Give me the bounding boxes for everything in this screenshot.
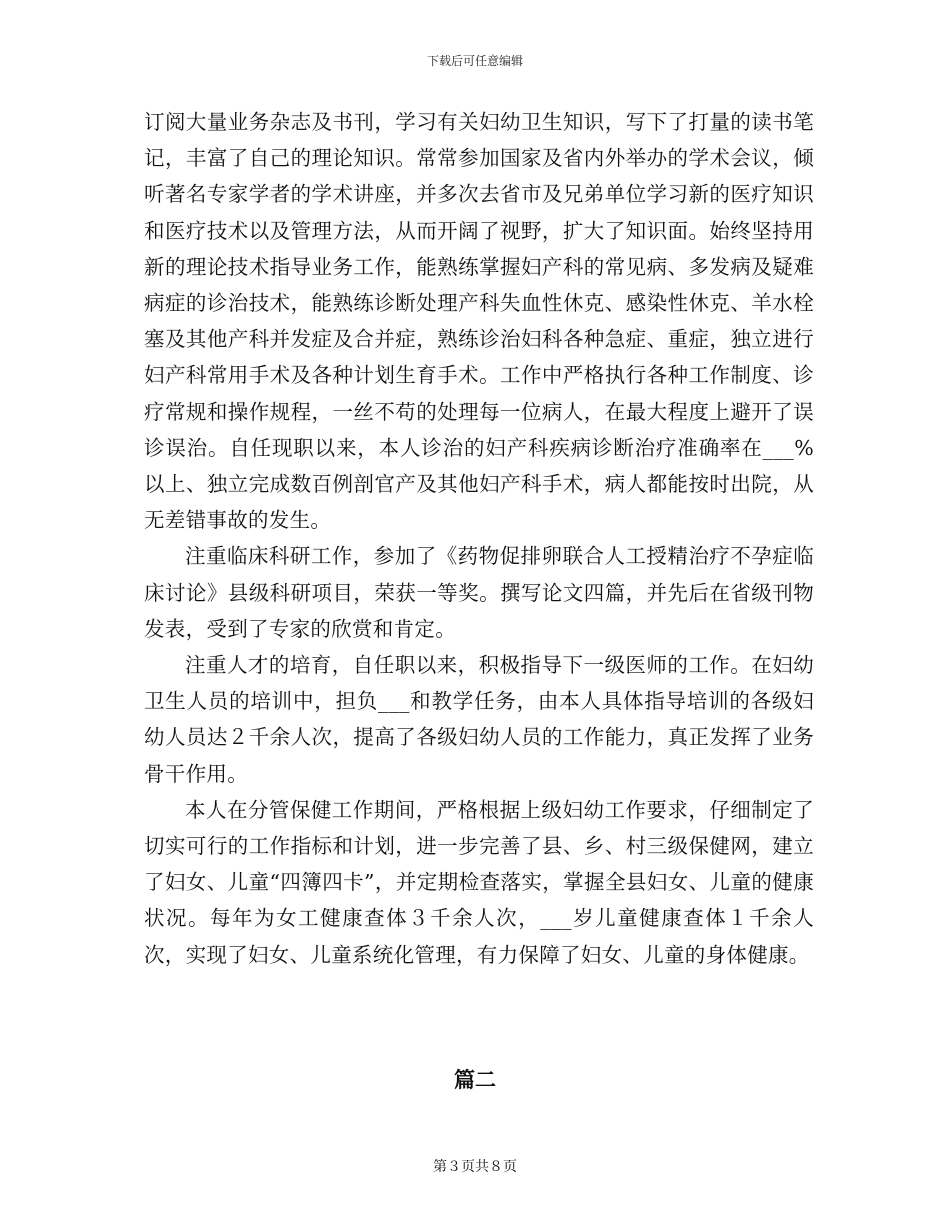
paragraph-3: 注重人才的培育，自任职以来，积极指导下一级医师的工作。在妇幼卫生人员的培训中，担负___和教学任务，由本人具体指导培训的各级妇幼人员达２千余人次，提高了各级妇幼人员的工作能力，真正发挥了业务骨干作用。 bbox=[144, 653, 814, 786]
paragraph-4: 本人在分管保健工作期间，严格根据上级妇幼工作要求，仔细制定了切实可行的工作指标和计划，进一步完善了县、乡、村三级保健网，建立了妇女、儿童“四簿四卡”，并定期检查落实，掌握全县妇女、儿童的健康状况。每年为女工健康查体３千余人次，___岁儿童健康查体１千余人次，实现了妇女、儿童系统化管理，有力保障了妇女、儿童的身体健康。 bbox=[144, 797, 814, 967]
document-body bbox=[144, 104, 814, 973]
paragraph-1: 订阅大量业务杂志及书刊，学习有关妇幼卫生知识，写下了打量的读书笔记，丰富了自己的理论知识。常常参加国家及省内外举办的学术会议，倾听著名专家学者的学术讲座，并多次去省市及兄弟单位学习新的医疗知识和医疗技术以及管理方法，从而开阔了视野，扩大了知识面。始终坚持用新的理论技术指导业务工作，能熟练掌握妇产科的常见病、多发病及疑难病症的诊治技术，能熟练诊断处理产科失血性休克、感染性休克、羊水栓塞及其他产科并发症及合并症，熟练诊治妇科各种急症、重症，独立进行妇产科常用手术及各种计划生育手术。工作中严格执行各种工作制度、诊疗常规和操作规程，一丝不苟的处理每一位病人，在最大程度上避开了误诊误治。自任现职以来，本人诊治的妇产科疾病诊断治疗准确率在___%以上、独立完成数百例剖官产及其他妇产科手术，病人都能按时出院，从无差错事故的发生。 bbox=[144, 110, 814, 533]
page-footer: 第３页共８页 bbox=[433, 1159, 517, 1175]
page-header: 下载后可任意编辑 bbox=[426, 54, 523, 68]
section-heading: 篇二 bbox=[454, 1067, 496, 1092]
paragraph-2: 注重临床科研工作，参加了《药物促排卵联合人工授精治疗不孕症临床讨论》县级科研项目，荣获一等奖。撰写论文四篇，并先后在省级刊物发表，受到了专家的欣赏和肯定。 bbox=[144, 544, 814, 641]
